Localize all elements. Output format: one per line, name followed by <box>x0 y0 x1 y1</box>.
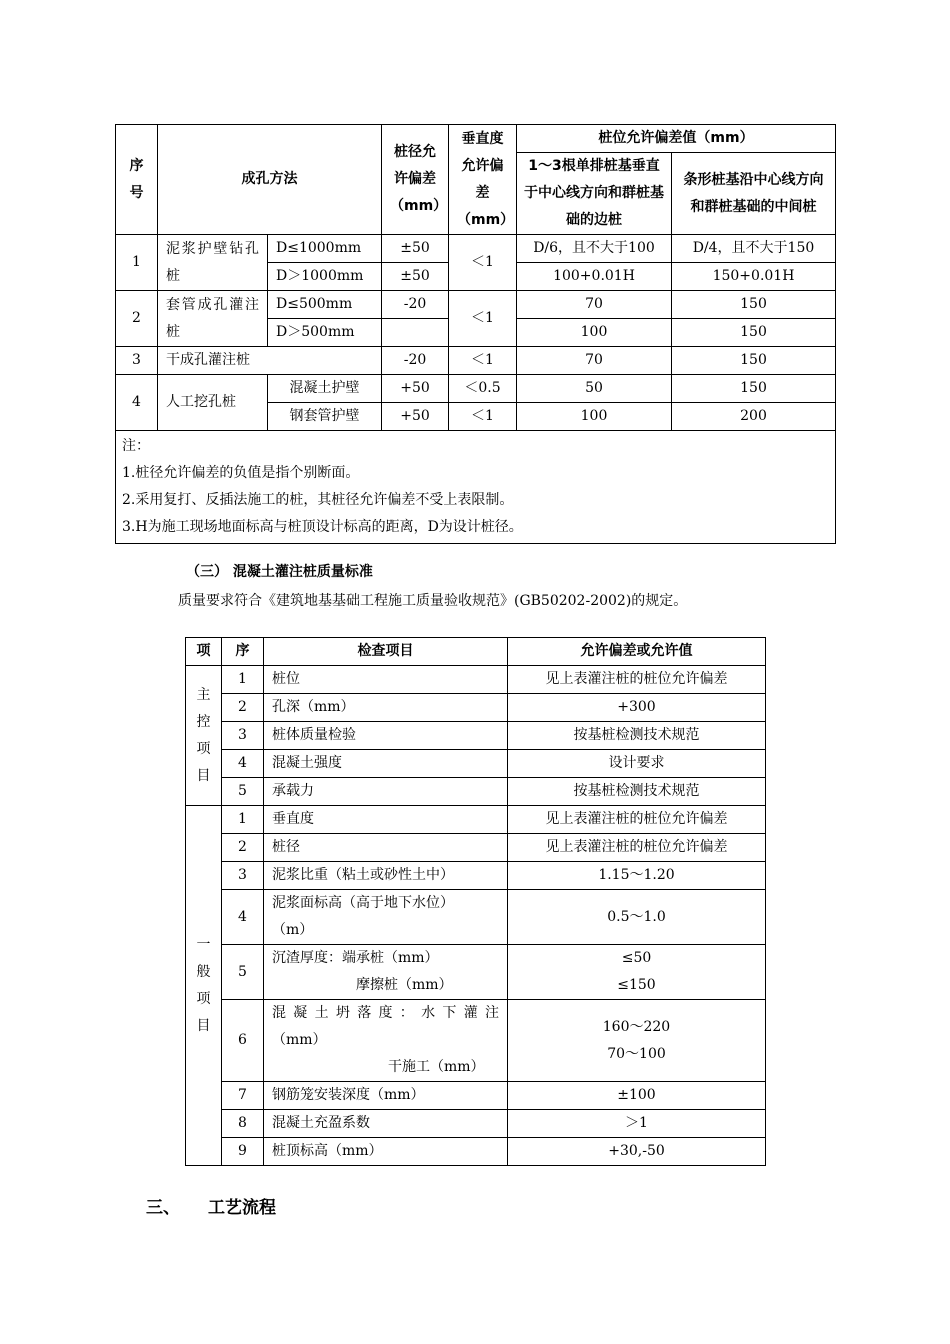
row-check: 混凝土强度 <box>264 750 508 778</box>
row-seq: 2 <box>222 834 264 862</box>
row-seq: 2 <box>222 694 264 722</box>
row-seq: 8 <box>222 1110 264 1138</box>
row-mid: 150+0.01H <box>672 263 836 291</box>
row-mid: 150 <box>672 319 836 347</box>
row-edge: D/6，且不大于100 <box>517 235 672 263</box>
table-row <box>186 890 766 945</box>
header-seq: 序 <box>222 638 264 666</box>
row-diam: -20 <box>382 291 449 319</box>
check-line: 泥浆面标高（高于地下水位） <box>272 895 454 911</box>
table-row <box>186 1138 766 1166</box>
row-method: 泥浆护壁钻孔桩 <box>158 235 268 291</box>
row-cond: D≤500mm <box>268 291 382 319</box>
row-no: 3 <box>116 347 158 375</box>
row-tol <box>508 945 766 1000</box>
row-tol: 见上表灌注桩的桩位允许偏差 <box>508 666 766 694</box>
row-edge: 50 <box>517 375 672 403</box>
header-method: 成孔方法 <box>158 125 382 235</box>
header-pos-edge: 1～3根单排桩基垂直于中心线方向和群桩基础的边桩 <box>517 153 672 235</box>
row-mid: 200 <box>672 403 836 431</box>
row-vert: ＜1 <box>449 403 517 431</box>
table-row <box>186 806 766 834</box>
row-seq: 5 <box>222 778 264 806</box>
table-row <box>116 291 836 319</box>
header-pos-tol: 桩位允许偏差值（mm） <box>517 125 836 153</box>
row-no: 4 <box>116 375 158 431</box>
row-seq: 4 <box>222 890 264 945</box>
row-tol: 见上表灌注桩的桩位允许偏差 <box>508 806 766 834</box>
row-check: 桩顶标高（mm） <box>264 1138 508 1166</box>
row-edge: 100 <box>517 403 672 431</box>
row-cond: D＞500mm <box>268 319 382 347</box>
header-no: 序号 <box>116 125 158 235</box>
tol-line: ≤150 <box>617 977 656 993</box>
header-item: 项 <box>186 638 222 666</box>
quality-requirement-text: 质量要求符合《建筑地基基础工程施工质量验收规范》(GB50202-2002)的规定。 <box>178 593 688 609</box>
row-check: 桩体质量检验 <box>264 722 508 750</box>
note-line: 注： <box>122 438 150 454</box>
row-seq: 9 <box>222 1138 264 1166</box>
row-no: 2 <box>116 291 158 347</box>
check-line: 摩擦桩（mm） <box>356 977 453 993</box>
table-row <box>116 347 836 375</box>
row-seq: 3 <box>222 722 264 750</box>
row-edge: 70 <box>517 347 672 375</box>
row-tol: 0.5～1.0 <box>508 890 766 945</box>
header-pos-mid: 条形桩基沿中心线方向和群桩基础的中间桩 <box>672 153 836 235</box>
table-notes <box>116 431 836 544</box>
table-row <box>186 750 766 778</box>
row-check: 垂直度 <box>264 806 508 834</box>
row-cond: 混凝土护壁 <box>268 375 382 403</box>
row-tol: ±100 <box>508 1082 766 1110</box>
row-edge: 70 <box>517 291 672 319</box>
table-row <box>186 694 766 722</box>
check-line: （m） <box>272 922 314 938</box>
note-line: 3.H为施工现场地面标高与桩顶设计标高的距离，D为设计桩径。 <box>122 519 523 535</box>
row-seq: 7 <box>222 1082 264 1110</box>
header-tol: 允许偏差或允许值 <box>508 638 766 666</box>
row-seq: 1 <box>222 806 264 834</box>
row-cond: D＞1000mm <box>268 263 382 291</box>
table-row <box>186 1082 766 1110</box>
tol-line: ≤50 <box>621 950 652 966</box>
note-line: 1.桩径允许偏差的负值是指个别断面。 <box>122 465 360 481</box>
row-diam: ±50 <box>382 263 449 291</box>
row-mid: 150 <box>672 291 836 319</box>
check-line: 混凝土坍落度：水下灌注 <box>272 1005 499 1021</box>
table-row <box>186 945 766 1000</box>
row-diam: ±50 <box>382 235 449 263</box>
row-tol: 1.15～1.20 <box>508 862 766 890</box>
header-check: 检查项目 <box>264 638 508 666</box>
row-seq: 4 <box>222 750 264 778</box>
row-mid: 150 <box>672 375 836 403</box>
row-method: 干成孔灌注桩 <box>158 347 382 375</box>
row-mid: 150 <box>672 347 836 375</box>
row-vert: ＜0.5 <box>449 375 517 403</box>
row-check <box>264 890 508 945</box>
section-heading-quality: （三） 混凝土灌注桩质量标准 <box>186 564 373 580</box>
table-row <box>186 1110 766 1138</box>
row-seq: 1 <box>222 666 264 694</box>
row-check <box>264 945 508 1000</box>
row-vert: ＜1 <box>449 291 517 347</box>
row-tol: 设计要求 <box>508 750 766 778</box>
row-check: 泥浆比重（粘土或砂性土中） <box>264 862 508 890</box>
row-check: 承载力 <box>264 778 508 806</box>
header-diam-tol: 桩径允许偏差（mm） <box>382 125 449 235</box>
row-tol: 按基桩检测技术规范 <box>508 722 766 750</box>
row-tol: +300 <box>508 694 766 722</box>
row-check: 孔深（mm） <box>264 694 508 722</box>
check-line: 干施工（mm） <box>388 1059 485 1075</box>
row-cond: 钢套管护壁 <box>268 403 382 431</box>
row-tol: +30,-50 <box>508 1138 766 1166</box>
tol-line: 70～100 <box>607 1045 666 1062</box>
row-vert: ＜1 <box>449 235 517 291</box>
table-row <box>186 722 766 750</box>
section-heading-process <box>146 1193 276 1218</box>
group-general: 一般项目 <box>186 806 222 1166</box>
check-line: 沉渣厚度：端承桩（mm） <box>272 950 439 966</box>
row-check: 混凝土充盈系数 <box>264 1110 508 1138</box>
row-check: 桩径 <box>264 834 508 862</box>
row-seq: 6 <box>222 1000 264 1082</box>
row-check: 钢筋笼安装深度（mm） <box>264 1082 508 1110</box>
row-cond: D≤1000mm <box>268 235 382 263</box>
table-row <box>186 862 766 890</box>
row-seq: 5 <box>222 945 264 1000</box>
row-tol <box>508 1000 766 1082</box>
row-tol: ＞1 <box>508 1110 766 1138</box>
table-row <box>186 1000 766 1082</box>
row-edge: 100 <box>517 319 672 347</box>
tol-line: 160～220 <box>602 1018 671 1035</box>
check-line: （mm） <box>272 1032 327 1048</box>
table-row <box>116 235 836 263</box>
header-vert-tol: 垂直度允许偏差（mm） <box>449 125 517 235</box>
row-edge: 100+0.01H <box>517 263 672 291</box>
pile-tolerance-table <box>115 124 836 544</box>
row-no: 1 <box>116 235 158 291</box>
row-diam <box>382 319 449 347</box>
row-diam: -20 <box>382 347 449 375</box>
table-row <box>116 375 836 403</box>
table-row <box>186 834 766 862</box>
row-vert: ＜1 <box>449 347 517 375</box>
table-row <box>186 778 766 806</box>
table-row <box>186 666 766 694</box>
quality-standard-table <box>185 637 766 1166</box>
group-main: 主控项目 <box>186 666 222 806</box>
row-check <box>264 1000 508 1082</box>
row-diam: +50 <box>382 375 449 403</box>
note-line: 2.采用复打、反插法施工的桩，其桩径允许偏差不受上表限制。 <box>122 492 514 508</box>
row-diam: +50 <box>382 403 449 431</box>
row-seq: 3 <box>222 862 264 890</box>
row-method: 套管成孔灌注桩 <box>158 291 268 347</box>
row-mid: D/4，且不大于150 <box>672 235 836 263</box>
row-check: 桩位 <box>264 666 508 694</box>
section-title: 工艺流程 <box>208 1198 276 1218</box>
row-tol: 按基桩检测技术规范 <box>508 778 766 806</box>
row-method: 人工挖孔桩 <box>158 375 268 431</box>
section-number: 三、 <box>146 1198 180 1218</box>
row-tol: 见上表灌注桩的桩位允许偏差 <box>508 834 766 862</box>
